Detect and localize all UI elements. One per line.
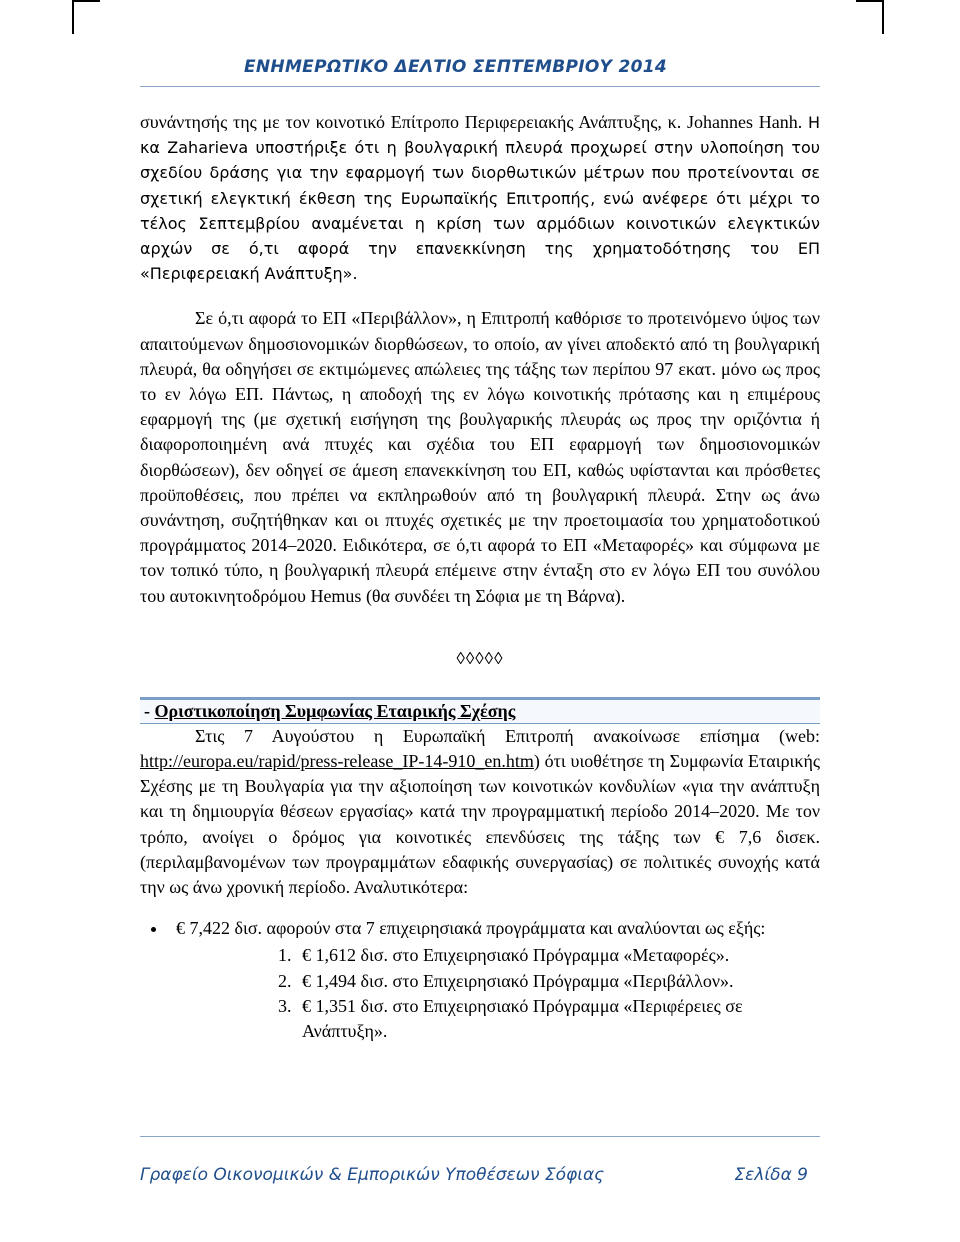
corner-mark-right-h (856, 0, 884, 2)
section-heading-dash: - (144, 700, 155, 721)
paragraph-partnership-agreement (140, 724, 820, 900)
paragraph-meeting-part-b: Η κα Zaharieva υποστήριξε ότι η βουλγαρική πλευρά προχωρεί στην υλοποίηση του σχεδίου δράσης για την εφαρμογή των διορθωτικών μέτρων που προτείνονται σε σχετική ελεγκτική έκθεση της Ευρωπαϊκής Επιτροπής, ενώ ανέφερε ότι μέχρι το τέλος Σεπτεμβρίου αναμένεται η κρίση των αρμόδιων κοινοτικών ελεγκτικών αρχών σε ό,τι αφορά την επανεκκίνηση της χρηματοδότησης του ΕΠ «Περιφερειακή Ανάπτυξη». (140, 113, 820, 284)
section-heading (140, 697, 820, 724)
corner-mark-left (72, 0, 74, 34)
bullet-text: € 7,422 δισ. αφορούν στα 7 επιχειρησιακά προγράμματα και αναλύονται ως εξής: (176, 918, 766, 939)
section-separator: ◊◊◊◊◊ (456, 648, 504, 668)
funding-bullet-list (140, 916, 820, 1044)
paragraph-partnership-after: ) ότι υιοθέτησε τη Συμφωνία Εταιρικής Σχέσης με τη Βουλγαρία για την αξιοποίηση των κοινοτικών κονδυλίων «για την ανάπτυξη και τη δημιουργία θέσεων εργασίας» κατά την προγραμματική περίοδο 2014–2020. Με τον τρόπο, ανοίγει ο δρόμος για κοινοτικές επενδύσεις της τάξης των € 7,6 δισεκ. (περιλαμβανομένων των προγραμμάτων εδαφικής συνεργασίας) σε πολιτικές συνοχής κατά την ως άνω χρονική περίοδο. Αναλυτικότερα: (140, 751, 820, 898)
corner-mark-right (882, 0, 884, 34)
paragraph-meeting-part-a: συνάντησής της με τον κοινοτικό Επίτροπο Περιφερειακής Ανάπτυξης, κ. Johannes Hanh. (140, 112, 808, 132)
page-header-title: ΕΝΗΜΕΡΩΤΙΚΟ ΔΕΛΤΙΟ ΣΕΠΤΕΜΒΡΙΟΥ 2014 (243, 57, 667, 77)
footer-divider (140, 1136, 820, 1137)
page-content (140, 110, 820, 1044)
press-release-link[interactable]: http://europa.eu/rapid/press-release_IP-14-910_en.htm (140, 751, 534, 772)
list-item: 2. € 1,494 δισ. στο Επιχειρησιακό Πρόγραμμα «Περιβάλλον». (296, 969, 820, 994)
header-divider (140, 86, 820, 87)
paragraph-partnership-before: Στις 7 Αυγούστου η Ευρωπαϊκή Επιτροπή ανακοίνωσε επίσημα (web: (195, 725, 820, 746)
list-item (168, 916, 820, 1044)
list-item: 3. € 1,351 δισ. στο Επιχειρησιακό Πρόγραμμα «Περιφέρειες σε Ανάπτυξη». (296, 994, 820, 1044)
section-heading-text: Οριστικοποίηση Συμφωνίας Εταιρικής Σχέσης (154, 700, 516, 721)
corner-mark-left-h (72, 0, 100, 2)
footer-page-number: Σελίδα 9 (734, 1165, 808, 1185)
paragraph-meeting (140, 110, 820, 286)
list-item: 1. € 1,612 δισ. στο Επιχειρησιακό Πρόγραμμα «Μεταφορές». (296, 943, 820, 968)
funding-sub-list (276, 943, 820, 1044)
paragraph-environment-op: Σε ό,τι αφορά το ΕΠ «Περιβάλλον», η Επιτροπή καθόρισε το προτεινόμενο ύψος των απαιτούμενων δημοσιονομικών διορθώσεων, το οποίο, αν γίνει αποδεκτό από τη βουλγαρική πλευρά, θα οδηγήσει σε εκτιμώμενες απώλειες της τάξης των περίπου 97 εκατ. μόνο ως προς το εν λόγω ΕΠ. Πάντως, η αποδοχή της εν λόγω κοινοτικής πρότασης και η επιμέρους εφαρμογή της (με σχετική εισήγηση της βουλγαρικής πλευράς ως προς την οριζόντια ή διαφοροποιημένη ανά πτυχές και σχέδια του ΕΠ εφαρμογή των δημοσιονομικών διορθώσεων), δεν οδηγεί σε άμεση επανεκκίνηση του ΕΠ, καθώς υφίστανται και πρόσθετες προϋποθέσεις, που πρέπει να εκπληρωθούν από τη βουλγαρική πλευρά. Στην ως άνω συνάντηση, συζητήθηκαν και οι πτυχές σχετικές με την προετοιμασία του χρηματοδοτικού προγράμματος 2014–2020. Ειδικότερα, σε ό,τι αφορά το ΕΠ «Μεταφορές» και σύμφωνα με τον τοπικό τύπο, η βουλγαρική πλευρά επέμεινε στην ένταξη στο εν λόγω ΕΠ του συνόλου του αυτοκινητοδρόμου Hemus (θα συνδέει τη Σόφια με τη Βάρνα). (140, 308, 820, 606)
footer-office-name: Γραφείο Οικονομικών & Εμπορικών Υποθέσεων Σόφιας (140, 1165, 605, 1185)
